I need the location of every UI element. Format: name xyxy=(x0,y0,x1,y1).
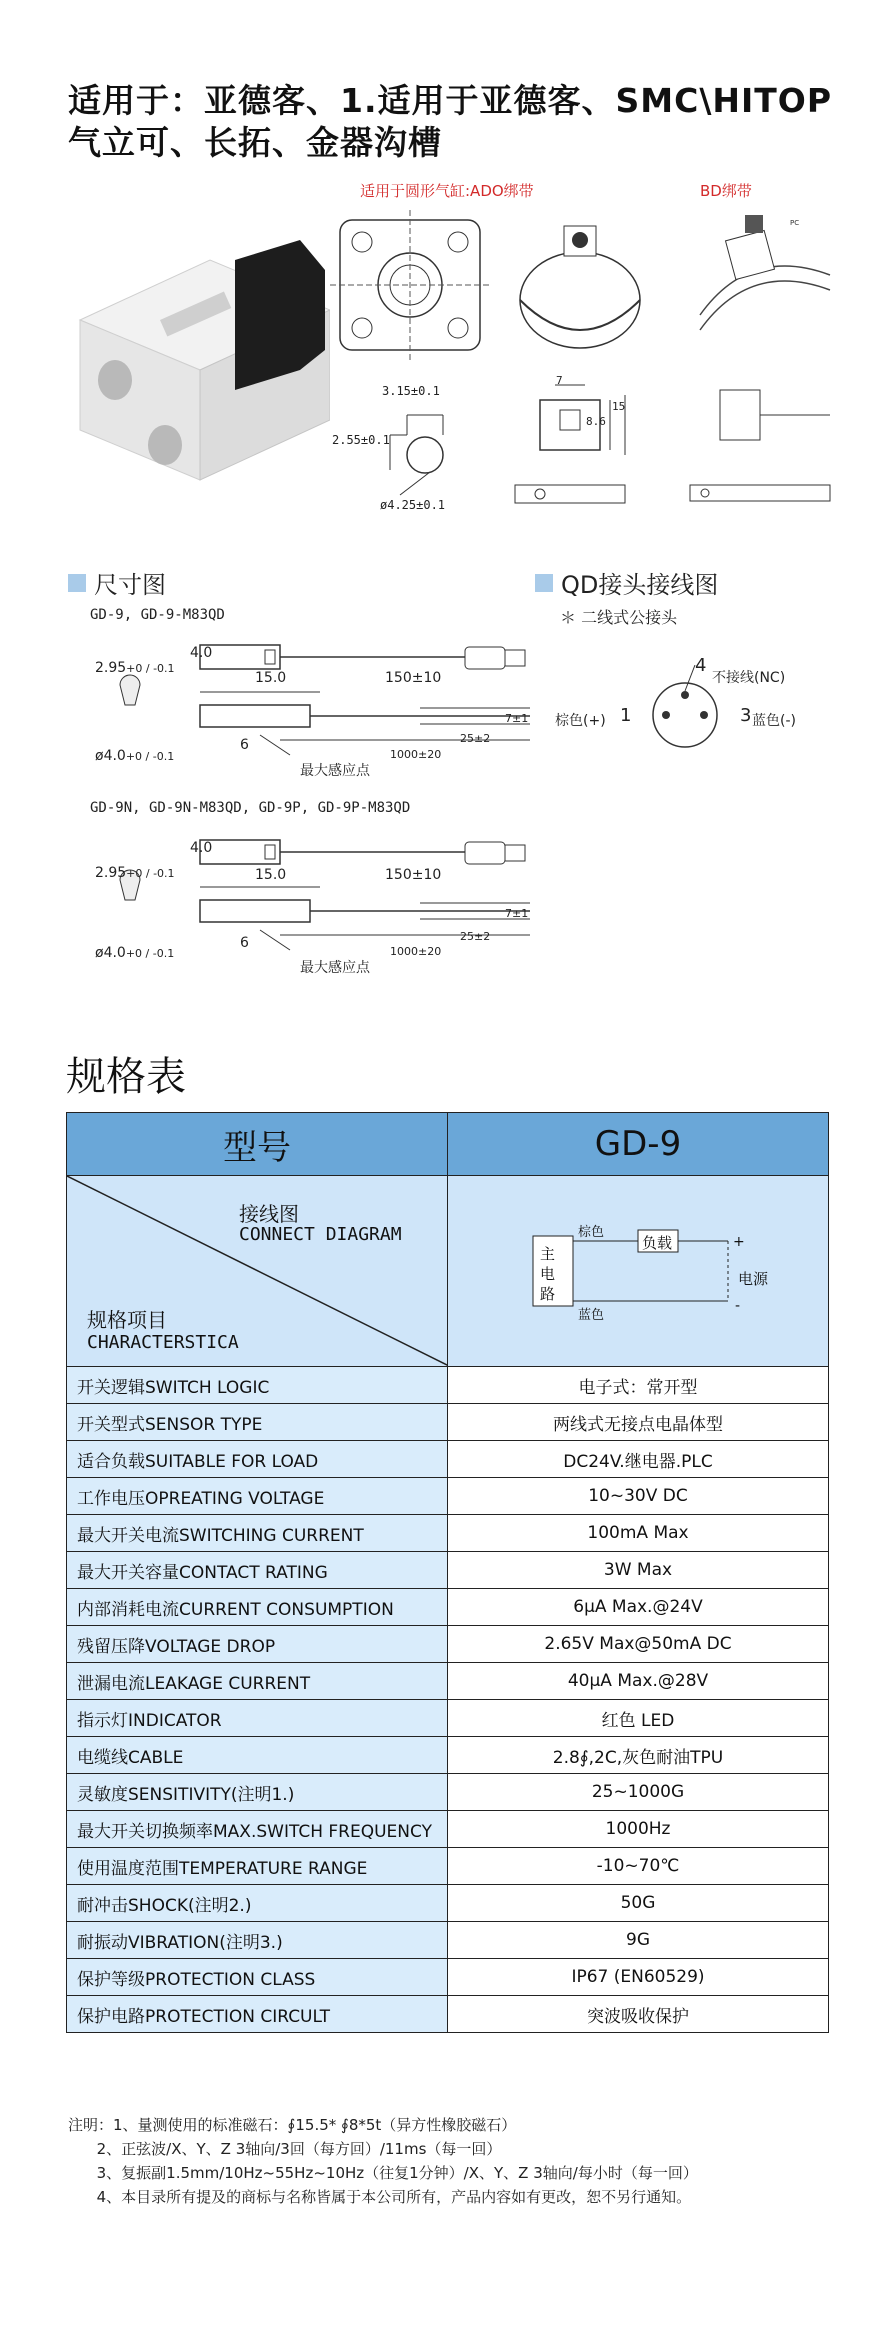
spec-row-label: 最大开关切换频率MAX.SWITCH FREQUENCY xyxy=(67,1811,448,1848)
spec-row-label: 电缆线CABLE xyxy=(67,1737,448,1774)
dim-7-b: 7±1 xyxy=(505,907,529,920)
spec-row xyxy=(67,1367,829,1404)
mount-title-left: 适用于圆形气缸:ADO绑带 xyxy=(360,182,534,200)
dim-d4: 7 xyxy=(556,374,563,387)
spec-row-value: DC24V.继电器.PLC xyxy=(448,1441,829,1478)
dim-d5: 8.6 xyxy=(586,415,606,428)
dim-15-a: 15.0 xyxy=(255,670,287,686)
qd-subtitle: ＊ 二线式公接头 xyxy=(560,608,678,627)
bd-detail-drawing xyxy=(680,370,840,530)
spec-row-value: 6μA Max.@24V xyxy=(448,1589,829,1626)
spec-title: 规格表 xyxy=(66,1054,186,1100)
spec-row-label: 耐振动VIBRATION(注明3.) xyxy=(67,1922,448,1959)
notes xyxy=(68,2113,698,2209)
circuit-load: 负载 xyxy=(642,1234,673,1252)
spec-row xyxy=(67,1922,829,1959)
spec-row-value: 3W Max xyxy=(448,1552,829,1589)
spec-row-value: 2.8∮,2C,灰色耐油TPU xyxy=(448,1737,829,1774)
dim-7-a: 7±1 xyxy=(505,712,529,725)
spec-row-value: 1000Hz xyxy=(448,1811,829,1848)
pin3-label: 蓝色(-) xyxy=(752,713,796,729)
headline-line2: 气立可、长拓、金器沟槽 xyxy=(68,123,442,162)
spec-row-value: 突波吸收保护 xyxy=(448,1996,829,2033)
spec-row-value: IP67 (EN60529) xyxy=(448,1959,829,1996)
headline-line1: 适用于：亚德客、1.适用于亚德客、SMC\HITOP xyxy=(68,81,833,120)
spec-row-label: 耐冲击SHOCK(注明2.) xyxy=(67,1885,448,1922)
circuit-minus: - xyxy=(735,1298,741,1314)
spec-row-value: 25~1000G xyxy=(448,1774,829,1811)
spec-row-label: 指示灯INDICATOR xyxy=(67,1700,448,1737)
spec-header-model: 型号 xyxy=(67,1113,448,1176)
spec-row-label: 开关逻辑SWITCH LOGIC xyxy=(67,1367,448,1404)
svg-text:PC: PC xyxy=(790,219,800,227)
diagram-top-cn: 接线图 xyxy=(239,1202,299,1226)
circuit-plus: + xyxy=(733,1234,745,1250)
dim-150-a: 150±10 xyxy=(385,670,442,686)
spec-row xyxy=(67,1959,829,1996)
spec-row-value: 2.65V Max@50mA DC xyxy=(448,1626,829,1663)
spec-row xyxy=(67,1848,829,1885)
circuit-blue: 蓝色 xyxy=(578,1308,605,1323)
spec-table xyxy=(66,1112,829,2033)
dim-4-a: 4.0 xyxy=(190,645,213,661)
dim-d2: 2.55±0.1 xyxy=(332,433,390,447)
section-marker-icon xyxy=(535,574,553,592)
bracket-drawing xyxy=(500,370,640,530)
dimension-section-title: 尺寸图 xyxy=(68,565,166,600)
product-image xyxy=(60,230,330,490)
pin1-label: 棕色(+) xyxy=(555,713,606,729)
spec-row-label: 残留压降VOLTAGE DROP xyxy=(67,1626,448,1663)
spec-row xyxy=(67,1478,829,1515)
dim-15-b: 15.0 xyxy=(255,867,287,883)
spec-row-label: 开关型式SENSOR TYPE xyxy=(67,1404,448,1441)
spec-diagram-row xyxy=(67,1176,829,1367)
note-4: 4、本目录所有提及的商标与名称皆属于本公司所有，产品内容如有更改，恕不另行通知。 xyxy=(68,2188,692,2206)
spec-row-label: 工作电压OPREATING VOLTAGE xyxy=(67,1478,448,1515)
note-3: 3、复振副1.5mm/10Hz~55Hz~10Hz（往复1分钟）/X、Y、Z 3轴向/每小时（每一回） xyxy=(68,2164,698,2182)
diagram-bottom-cn: 规格项目 xyxy=(87,1308,167,1332)
dim-4-b: 4.0 xyxy=(190,840,213,856)
dim-1000-b: 1000±20 xyxy=(390,945,442,958)
spec-row xyxy=(67,1885,829,1922)
dim-d6: 15 xyxy=(612,400,626,413)
flange-drawing xyxy=(330,210,490,360)
spec-row xyxy=(67,1774,829,1811)
pin4-label: 不接线(NC) xyxy=(712,670,786,686)
spec-row-value: -10~70℃ xyxy=(448,1848,829,1885)
sense-point-a: 最大感应点 xyxy=(300,763,370,779)
band-drawing xyxy=(510,210,650,360)
mount-title-right: BD绑带 xyxy=(700,182,752,200)
spec-header-value: GD-9 xyxy=(448,1113,829,1176)
spec-rows xyxy=(67,1367,829,2033)
spec-row-value: 红色 LED xyxy=(448,1700,829,1737)
spec-header-row xyxy=(67,1113,829,1176)
spec-row xyxy=(67,1589,829,1626)
dim-40d-b: ø4.0+0 / -0.1 xyxy=(95,945,175,961)
pin4-number: 4 xyxy=(695,655,707,676)
spec-row-value: 9G xyxy=(448,1922,829,1959)
spec-row-value: 40μA Max.@28V xyxy=(448,1663,829,1700)
spec-row-label: 使用温度范围TEMPERATURE RANGE xyxy=(67,1848,448,1885)
dim-d3: ø4.25±0.1 xyxy=(380,498,446,512)
spec-row-label: 最大开关容量CONTACT RATING xyxy=(67,1552,448,1589)
note-2: 2、正弦波/X、Y、Z 3轴向/3回（每方回）/11ms（每一回） xyxy=(68,2140,502,2158)
spec-row xyxy=(67,1996,829,2033)
circuit-main: 主电路 xyxy=(540,1245,556,1303)
spec-row-value: 两线式无接点电晶体型 xyxy=(448,1404,829,1441)
pin1-number: 1 xyxy=(620,705,632,726)
spec-diagram-label-cell xyxy=(67,1176,448,1367)
spec-row-value: 100mA Max xyxy=(448,1515,829,1552)
spec-row xyxy=(67,1552,829,1589)
spec-row-label: 灵敏度SENSITIVITY(注明1.) xyxy=(67,1774,448,1811)
dim-25-a: 25±2 xyxy=(460,732,491,745)
circuit-power: 电源 xyxy=(738,1270,769,1288)
headline xyxy=(68,80,832,164)
section-marker-icon xyxy=(68,574,86,592)
qd-section-title: QD接头接线图 xyxy=(535,565,718,600)
dim-6-b: 6 xyxy=(240,935,249,951)
spec-row-label: 最大开关电流SWITCHING CURRENT xyxy=(67,1515,448,1552)
spec-row-label: 泄漏电流LEAKAGE CURRENT xyxy=(67,1663,448,1700)
spec-row-value: 50G xyxy=(448,1885,829,1922)
spec-row xyxy=(67,1441,829,1478)
spec-row-value: 10~30V DC xyxy=(448,1478,829,1515)
dim-6-a: 6 xyxy=(240,737,249,753)
spec-row xyxy=(67,1663,829,1700)
dim-295-b: 2.95+0 / -0.1 xyxy=(95,865,175,881)
diagram-top-en: CONNECT DIAGRAM xyxy=(239,1224,402,1245)
dim-150-b: 150±10 xyxy=(385,867,442,883)
spec-diagram-circuit-cell xyxy=(448,1176,829,1367)
spec-row xyxy=(67,1515,829,1552)
dim-d1: 3.15±0.1 xyxy=(382,384,440,398)
circuit-brown: 棕色 xyxy=(578,1225,605,1240)
model-a-label: GD-9, GD-9-M83QD xyxy=(90,607,225,623)
spec-row xyxy=(67,1737,829,1774)
bd-band-drawing xyxy=(690,205,840,345)
spec-row xyxy=(67,1626,829,1663)
spec-row-label: 适合负载SUITABLE FOR LOAD xyxy=(67,1441,448,1478)
diagram-bottom-en: CHARACTERSTICA xyxy=(87,1332,239,1353)
dim-25-b: 25±2 xyxy=(460,930,491,943)
spec-row xyxy=(67,1404,829,1441)
spec-row xyxy=(67,1811,829,1848)
pin3-number: 3 xyxy=(740,705,752,726)
dim-1000-a: 1000±20 xyxy=(390,748,442,761)
dim-295-a: 2.95+0 / -0.1 xyxy=(95,660,175,676)
spec-row-label: 保护电路PROTECTION CIRCULT xyxy=(67,1996,448,2033)
dim-40d-a: ø4.0+0 / -0.1 xyxy=(95,748,175,764)
spec-row-label: 保护等级PROTECTION CLASS xyxy=(67,1959,448,1996)
spec-row xyxy=(67,1700,829,1737)
note-1: 注明：1、量测使用的标准磁石：∮15.5* ∮8*5t（异方性橡胶磁石） xyxy=(68,2116,517,2134)
sense-point-b: 最大感应点 xyxy=(300,960,370,976)
model-b-label: GD-9N, GD-9N-M83QD, GD-9P, GD-9P-M83QD xyxy=(90,800,411,816)
spec-row-value: 电子式：常开型 xyxy=(448,1367,829,1404)
spec-row-label: 内部消耗电流CURRENT CONSUMPTION xyxy=(67,1589,448,1626)
